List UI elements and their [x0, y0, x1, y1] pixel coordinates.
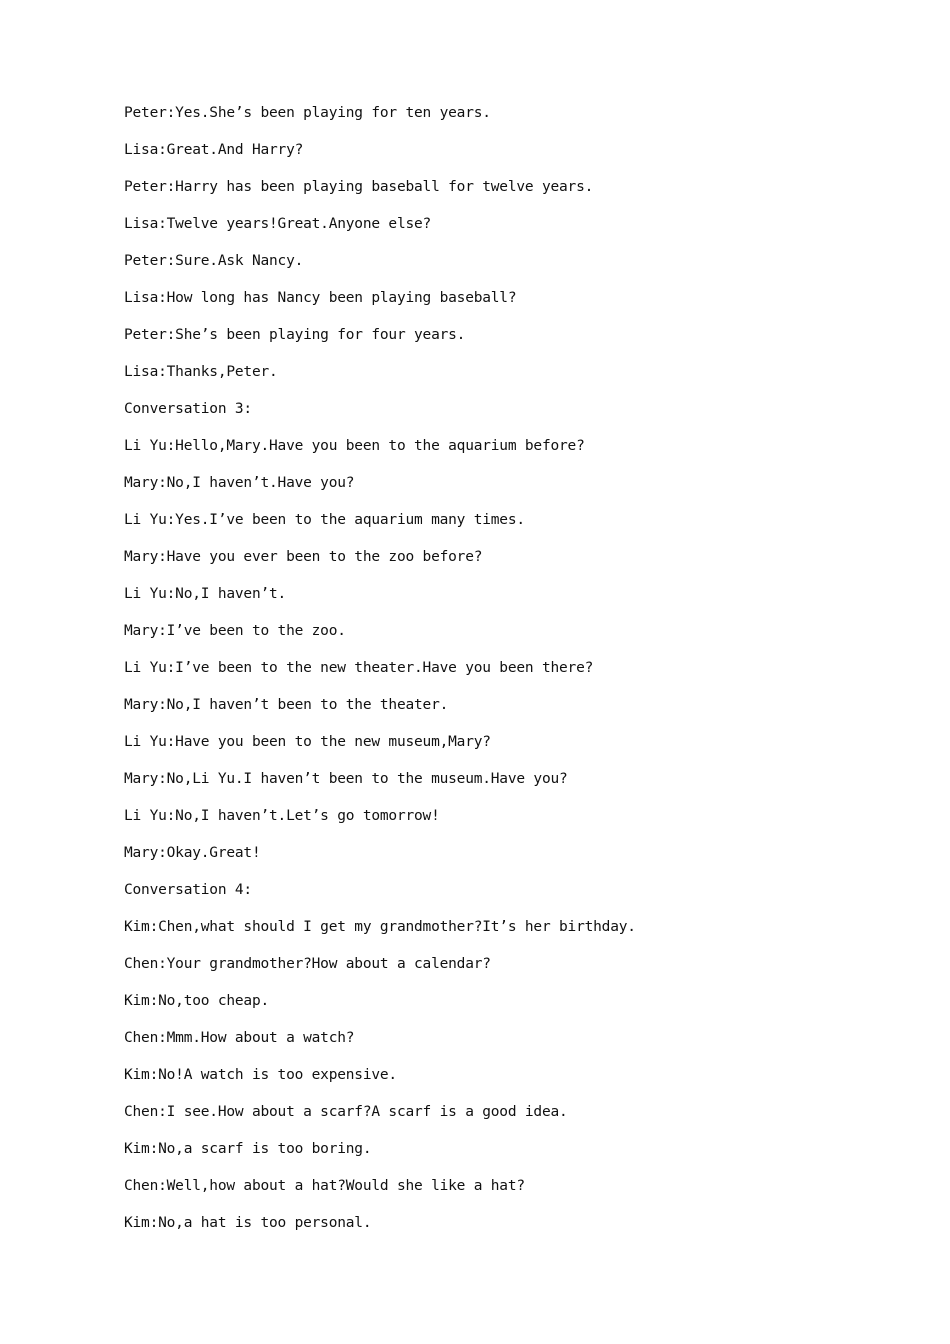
transcript-line: Kim:Chen,what should I get my grandmother?It’s her birthday. — [124, 919, 636, 935]
transcript-line: Kim:No,a scarf is too boring. — [124, 1141, 372, 1157]
transcript-line: Li Yu:No,I haven’t. — [124, 586, 287, 602]
transcript-line: Li Yu:I’ve been to the new theater.Have you been there? — [124, 660, 594, 676]
transcript-line: Mary:No,I haven’t been to the theater. — [124, 697, 449, 713]
transcript-line: Peter:She’s been playing for four years. — [124, 327, 466, 343]
transcript-line: Chen:I see.How about a scarf?A scarf is a good idea. — [124, 1104, 568, 1120]
transcript-line: Li Yu:No,I haven’t.Let’s go tomorrow! — [124, 808, 440, 824]
transcript-line: Mary:No,Li Yu.I haven’t been to the museum.Have you? — [124, 771, 568, 787]
transcript-line: Chen:Your grandmother?How about a calendar? — [124, 956, 491, 972]
dialogue-transcript — [124, 101, 884, 1248]
transcript-line: Mary:Have you ever been to the zoo before? — [124, 549, 483, 565]
transcript-line: Lisa:Great.And Harry? — [124, 142, 304, 158]
transcript-line: Peter:Harry has been playing baseball for twelve years. — [124, 179, 594, 195]
transcript-line: Peter:Yes.She’s been playing for ten years. — [124, 105, 491, 121]
transcript-line: Lisa:Twelve years!Great.Anyone else? — [124, 216, 432, 232]
section-heading: Conversation 3: — [124, 401, 252, 417]
transcript-line: Lisa:How long has Nancy been playing baseball? — [124, 290, 517, 306]
transcript-line: Chen:Mmm.How about a watch? — [124, 1030, 355, 1046]
transcript-line: Kim:No,too cheap. — [124, 993, 270, 1009]
transcript-line: Kim:No,a hat is too personal. — [124, 1215, 372, 1231]
transcript-line: Li Yu:Hello,Mary.Have you been to the aquarium before? — [124, 438, 585, 454]
transcript-line: Lisa:Thanks,Peter. — [124, 364, 278, 380]
transcript-line: Peter:Sure.Ask Nancy. — [124, 253, 304, 269]
transcript-line: Li Yu:Yes.I’ve been to the aquarium many times. — [124, 512, 525, 528]
section-heading: Conversation 4: — [124, 882, 252, 898]
transcript-line: Kim:No!A watch is too expensive. — [124, 1067, 397, 1083]
transcript-line: Chen:Well,how about a hat?Would she like a hat? — [124, 1178, 525, 1194]
transcript-line: Mary:Okay.Great! — [124, 845, 261, 861]
transcript-line: Li Yu:Have you been to the new museum,Mary? — [124, 734, 491, 750]
transcript-line: Mary:I’ve been to the zoo. — [124, 623, 346, 639]
transcript-line: Mary:No,I haven’t.Have you? — [124, 475, 355, 491]
